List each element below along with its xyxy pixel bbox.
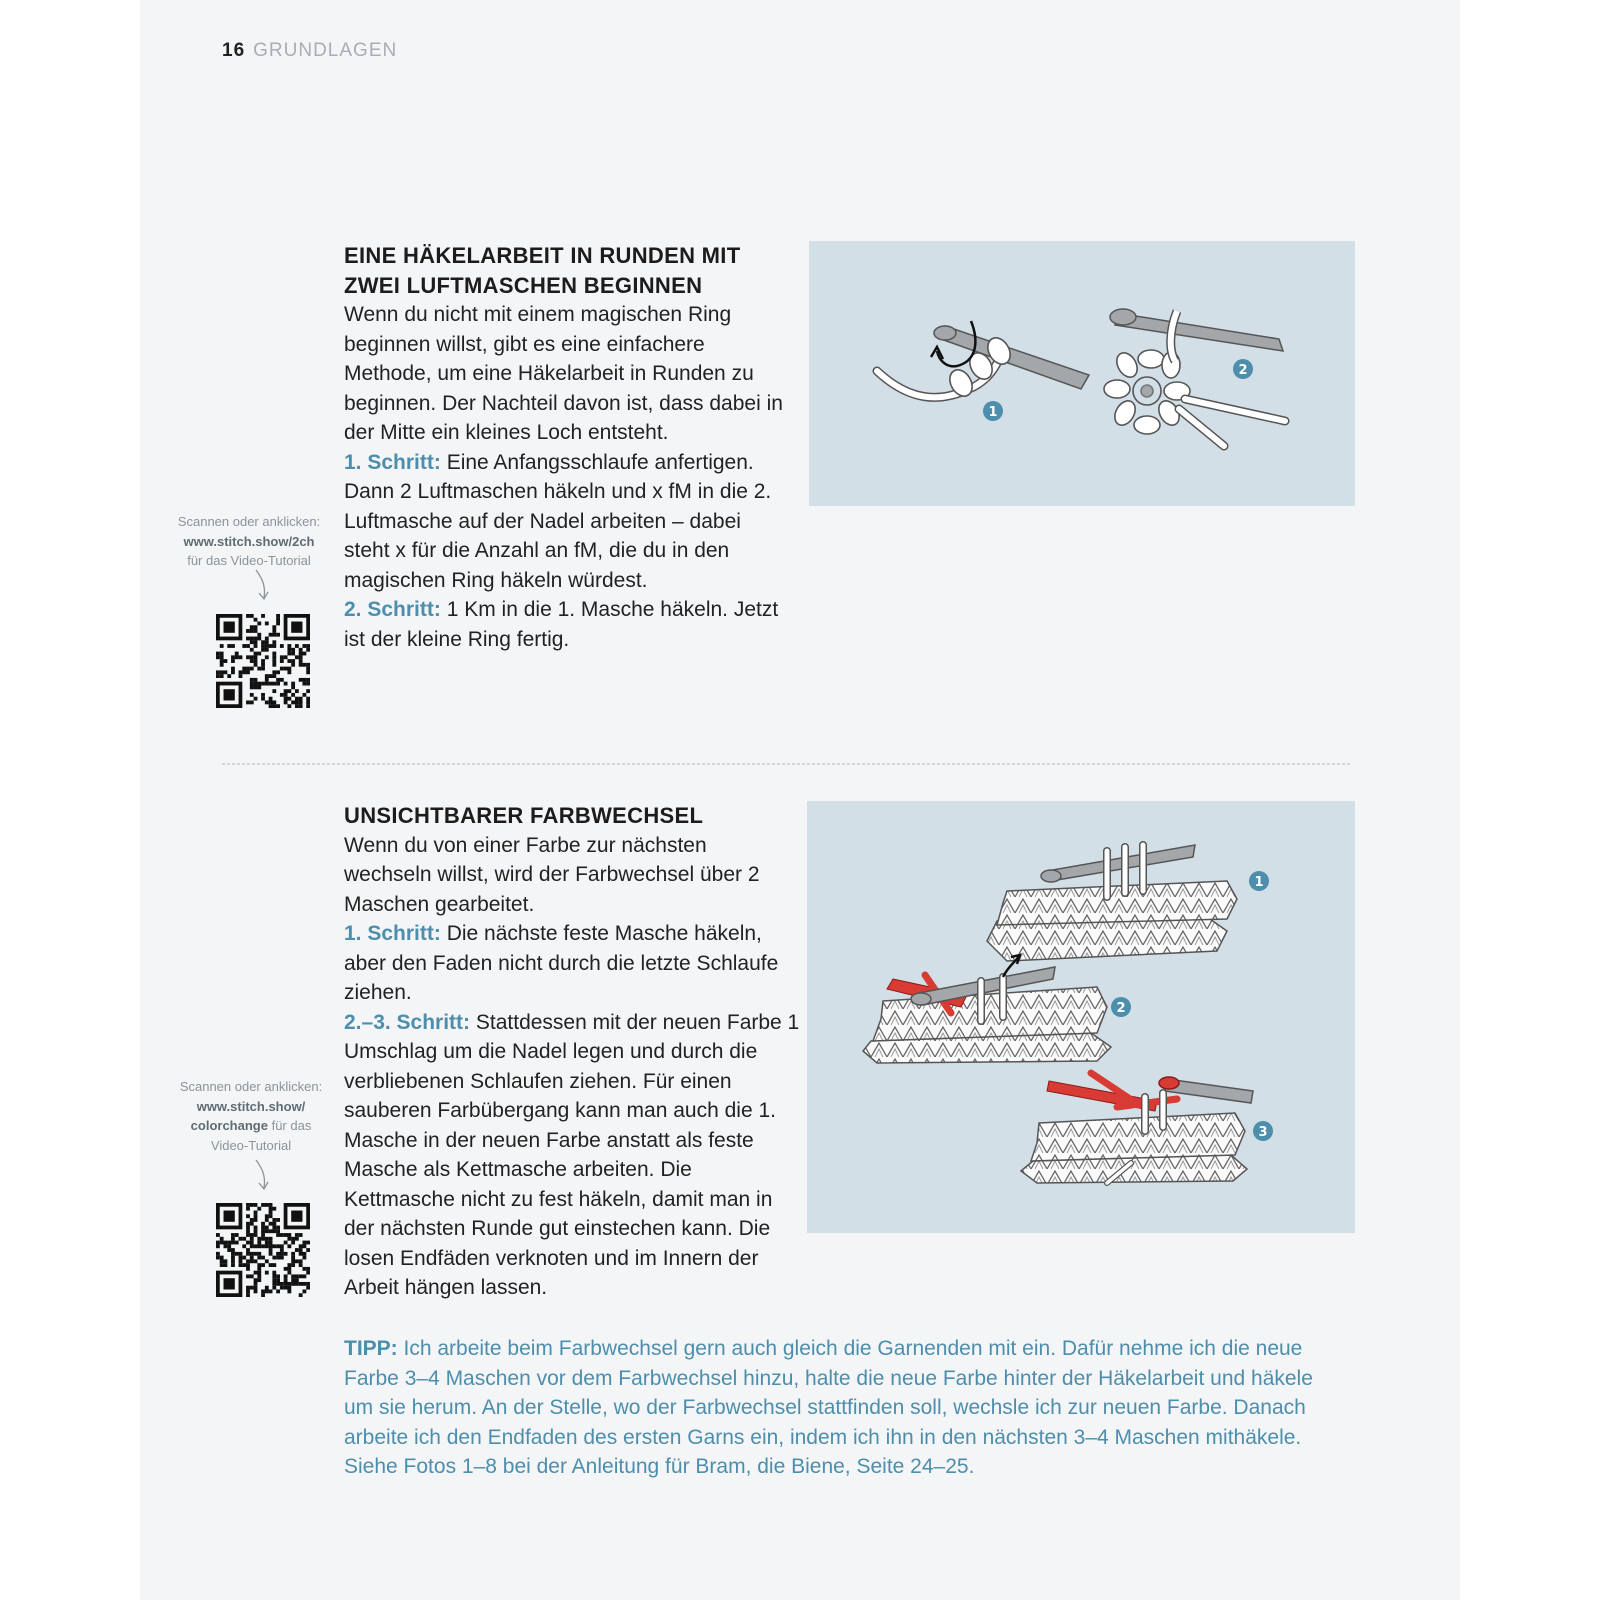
section2-step1-label: 1. Schritt: bbox=[344, 922, 441, 945]
tip-text: Ich arbeite beim Farbwechsel gern auch gleich die Garnenden mit ein. Dafür nehme ich die neue Farbe 3–4 Maschen vor dem Farbwechsel hinzu, halte die neue Farbe hinter der Häkelarbeit und häkele um sie herum. An der Stelle, wo der Farbwechsel stattfinden soll, wechsle ich zur neuen Farbe. Danach arbeite ich den Endfaden des ersten Garns ein, indem ich ihn in den nächsten 3–4 Maschen mithäkele. Siehe Fotos 1–8 bei der Anleitung für Bram, die Biene, Seite 24–25. bbox=[344, 1337, 1313, 1478]
qr-code-icon[interactable] bbox=[216, 1203, 310, 1297]
section1-step2-label: 2. Schritt: bbox=[344, 598, 441, 621]
page-header bbox=[222, 40, 397, 62]
step-marker-label: 1 bbox=[988, 405, 998, 420]
crochet-hook-icon bbox=[1110, 309, 1283, 351]
section1-step2 bbox=[344, 595, 784, 654]
section2-title: UNSICHTBARER FARBWECHSEL bbox=[344, 803, 704, 828]
section2-intro: Wenn du von einer Farbe zur nächsten wechseln willst, wird der Farbwechsel über 2 Maschen gearbeitet. bbox=[344, 833, 760, 916]
qr-note-line: Scannen oder anklicken: bbox=[179, 1079, 323, 1094]
qr-note-line: für das Video-Tutorial bbox=[187, 553, 311, 568]
page bbox=[140, 0, 1460, 1600]
section2-step23-label: 2.–3. Schritt: bbox=[344, 1010, 471, 1034]
tip-box bbox=[344, 1334, 1344, 1482]
section2-step1 bbox=[344, 919, 800, 1008]
section1-qr-note bbox=[164, 512, 334, 571]
section1-title-line1: EINE HÄKELARBEIT IN RUNDEN MIT bbox=[344, 243, 741, 268]
section1-text bbox=[344, 241, 784, 654]
section1-title bbox=[344, 241, 784, 300]
qr-note-link[interactable]: www.stitch.show/2ch bbox=[183, 533, 315, 549]
swatch-step-1 bbox=[987, 845, 1269, 961]
section2-step23-text: Stattdessen mit der neuen Farbe 1 Umschlag um die Nadel legen und durch die verbliebenen Schlaufen ziehen. Für einen sauberen Farbübergang kann man auch die 1. Masche in der neuen Farbe anstatt als feste Masche als Kettmasche arbeiten. Die Kettmasche nicht zu fest häkeln, damit man in der nächsten Runde gut einstechen kann. Die losen Endfäden verknoten und im Innern der Arbeit hängen lassen. bbox=[344, 1010, 800, 1299]
step-marker-label: 3 bbox=[1258, 1125, 1268, 1140]
qr-note-line: für das bbox=[267, 1118, 312, 1133]
illustration-start-round bbox=[809, 241, 1355, 506]
section2-qr-note bbox=[166, 1077, 336, 1155]
qr-note-line: Scannen oder anklicken: bbox=[177, 514, 321, 529]
page-number: 16 bbox=[222, 40, 246, 61]
section-name: GRUNDLAGEN bbox=[253, 40, 398, 61]
swatch-step-3 bbox=[1021, 1073, 1273, 1183]
section1-intro: Wenn du nicht mit einem magischen Ring beginnen willst, gibt es eine einfachere Methode, um eine Häkelarbeit in Runden zu beginnen. Der Nachteil davon ist, dass dabei in der Mitte ein kleines Loch entsteht. bbox=[344, 303, 783, 444]
step-marker-label: 1 bbox=[1254, 875, 1264, 890]
qr-note-link[interactable]: www.stitch.show/ bbox=[196, 1098, 306, 1114]
step-marker-label: 2 bbox=[1238, 363, 1248, 378]
section1-step2-text: 1 Km in die 1. Masche häkeln. Jetzt ist der kleine Ring fertig. bbox=[344, 598, 779, 651]
curved-arrow-icon bbox=[252, 568, 276, 602]
section1-step1-text: Eine Anfangsschlaufe anfertigen. Dann 2 Luftmaschen häkeln und x fM in die 2. Luftmasche auf der Nadel arbeiten – dabei steht x für die Anzahl an fM, die du in den magischen Ring häkeln würdest. bbox=[344, 450, 772, 592]
section-divider bbox=[222, 762, 1352, 766]
qr-note-link[interactable]: colorchange bbox=[190, 1118, 268, 1133]
qr-note-line: Video-Tutorial bbox=[210, 1137, 292, 1153]
section1-title-line2: ZWEI LUFTMASCHEN BEGINNEN bbox=[344, 272, 703, 298]
step-marker-label: 2 bbox=[1116, 1001, 1126, 1016]
section1-step1 bbox=[344, 448, 784, 596]
illustration-color-change bbox=[807, 801, 1355, 1233]
tip-label: TIPP: bbox=[344, 1337, 398, 1360]
section2-step1-text: Die nächste feste Masche häkeln, aber den Faden nicht durch die letzte Schlaufe ziehen. bbox=[344, 922, 779, 1004]
section2-step23 bbox=[344, 1008, 800, 1303]
qr-code-icon[interactable] bbox=[216, 614, 310, 708]
curved-arrow-icon bbox=[252, 1158, 276, 1192]
section2-text bbox=[344, 801, 800, 1303]
swatch-step-2 bbox=[863, 955, 1131, 1063]
section1-step1-label: 1. Schritt: bbox=[344, 450, 441, 474]
